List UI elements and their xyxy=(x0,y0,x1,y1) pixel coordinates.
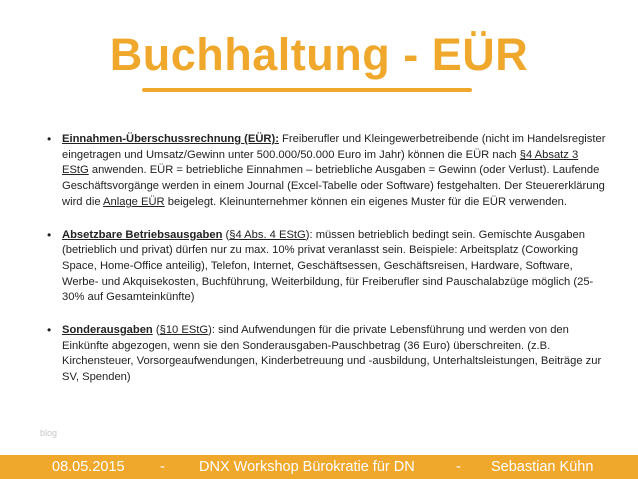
bullet-item-betriebsausgaben xyxy=(47,228,607,307)
footer-separator: - xyxy=(160,459,165,475)
law-link[interactable]: §4 Absatz 3 EStG xyxy=(62,148,579,177)
title-underline xyxy=(142,88,472,92)
footer-separator: - xyxy=(456,459,461,475)
bullet-item-eur xyxy=(47,132,607,211)
bullet-text: ): sind Aufwendungen für die private Lebensführung und werden von den Einkünfte abgezogen, wenn sie den Sonderausgaben-Pauschbetrag (36 Euro) überschreiten. (z.B. Kirchensteuer, Vorsorgeaufwendungen, Kinderbetreuung und -ausbildung, Unterhaltsleistungen, Beiträge zur SV, Spenden) xyxy=(62,324,602,384)
bullet-list xyxy=(47,132,607,403)
footer-author: Sebastian Kühn xyxy=(491,459,594,475)
bullet-text: ( xyxy=(152,324,160,337)
bullet-text: ): müssen betrieblich bedingt sein. Gemischte Ausgaben (betrieblich und privat) dürfen nur zu max. 10% privat veranlasst sein. Beispiele: Arbeitsplatz (Coworking Space, Home-Office anteilig), Telefon, Internet, Geschäftsessen, Geschäftsreisen, Hardware, Software, Werbe- und Akquisekosten, Buchführung, Weiterbildung, für Freiberufler sind Pauschalabzüge möglich (25-30% auf Gesamteinkünfte) xyxy=(62,228,594,304)
watermark-text: blog xyxy=(40,428,58,438)
bullet-term: Sonderausgaben xyxy=(62,324,153,337)
footer-bar xyxy=(0,455,638,479)
bullet-item-sonderausgaben xyxy=(47,323,607,386)
bullet-text: ( xyxy=(222,228,230,241)
bullet-text: beigelegt. Kleinunternehmer können ein eigenes Muster für die EÜR verwenden. xyxy=(164,195,567,208)
bullet-term: Einnahmen-Überschussrechnung (EÜR): xyxy=(62,133,279,145)
footer-date: 08.05.2015 xyxy=(52,459,125,475)
bullet-text: Freiberufler und Kleingewerbetreibende (nicht im Handelsregister eingetragen und Umsatz/Gewinn unter 500.000/50.000 Euro im Jahr) können die EÜR nach xyxy=(62,133,606,161)
law-link[interactable]: §4 Abs. 4 EStG xyxy=(229,228,306,241)
bullet-text: anwenden. EÜR = betriebliche Einnahmen – betriebliche Ausgaben = Gewinn (oder Verlust). Laufende Geschäftsvorgänge werden in einem Journal (Excel-Tabelle oder Software) festgehalten. Der Steuererklärung wird die xyxy=(62,164,605,208)
slide-title: Buchhaltung - EÜR xyxy=(109,29,529,80)
law-link[interactable]: §10 EStG xyxy=(159,324,209,337)
footer-event: DNX Workshop Bürokratie für DN xyxy=(199,459,415,475)
bullet-term: Absetzbare Betriebsausgaben xyxy=(62,228,223,241)
anlage-link[interactable]: Anlage EÜR xyxy=(103,195,165,208)
